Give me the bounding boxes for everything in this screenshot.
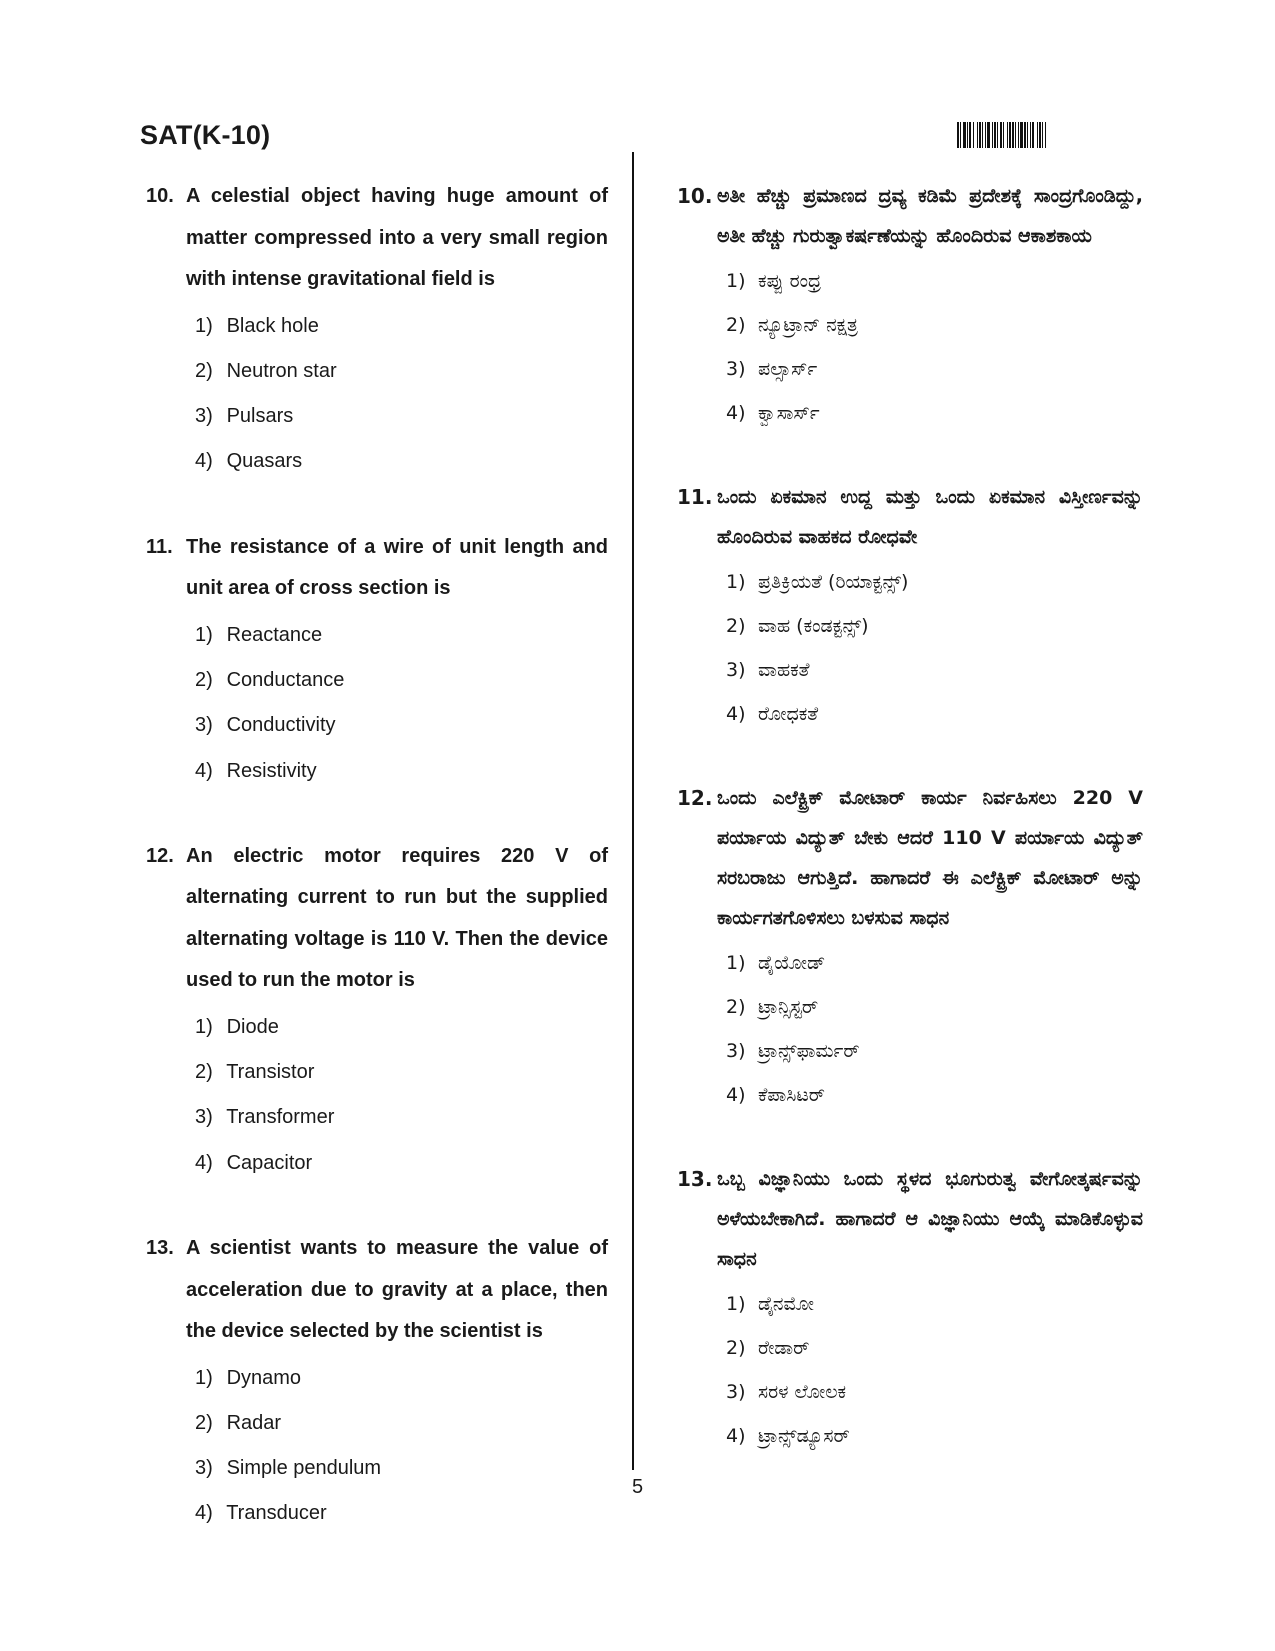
question-number: 11.	[146, 535, 173, 558]
question-text: The resistance of a wire of unit length and unit area of cross section is	[186, 535, 608, 600]
question-10-kn	[677, 176, 1143, 435]
option-4: 4) ಕೆಪಾಸಿಟರ್	[726, 1084, 825, 1106]
page-number: 5	[631, 1476, 644, 1498]
option-3: 3) ಪಲ್ಸಾರ್ಸ್	[726, 358, 818, 380]
question-text: A scientist wants to measure the value of acceleration due to gravity at a place, then the device selected by the scientist is	[186, 1237, 608, 1343]
paper-code: SAT(K-10)	[140, 120, 271, 150]
question-text: ಅತೀ ಹೆಚ್ಚು ಪ್ರಮಾಣದ ದ್ರವ್ಯ ಕಡಿಮೆ ಪ್ರದೇಶಕ್ಕೆ ಸಾಂದ್ರಗೊಂಡಿದ್ದು, ಅತೀ ಹೆಚ್ಚು ಗುರುತ್ವಾಕರ್ಷಣೆಯನ್ನು ಹೊಂದಿರುವ ಆಕಾಶಕಾಯ	[717, 185, 1143, 247]
option-3: 3) Conductivity	[195, 714, 336, 737]
barcode-icon	[957, 122, 1128, 148]
english-column	[146, 176, 608, 1537]
option-3: 3) Pulsars	[195, 405, 294, 428]
question-12-kn	[677, 778, 1143, 1117]
options-list	[677, 1282, 1143, 1458]
question-number: 10.	[677, 184, 713, 208]
option-4: 4) ರೋಧಕತೆ	[726, 703, 819, 725]
option-3: 3) ಸರಳ ಲೋಲಕ	[726, 1381, 847, 1403]
option-2: 2) Neutron star	[195, 359, 337, 382]
option-4: 4) Transducer	[195, 1502, 327, 1525]
question-text: ಒಂದು ಏಕಮಾನ ಉದ್ದ ಮತ್ತು ಒಂದು ಏಕಮಾನ ವಿಸ್ತೀರ್ಣವನ್ನು ಹೊಂದಿರುವ ವಾಹಕದ ರೋಧವೇ	[717, 486, 1143, 548]
option-3: 3) Simple pendulum	[195, 1457, 382, 1480]
option-3: 3) ಟ್ರಾನ್ಸ್‌ಫಾರ್ಮರ್	[726, 1040, 860, 1062]
option-1: 1) ಡೈಯೋಡ್	[726, 952, 826, 974]
option-1: 1) Dynamo	[195, 1366, 302, 1389]
option-2: 2) ರೇಡಾರ್	[726, 1337, 810, 1359]
option-2: 2) Transistor	[195, 1061, 315, 1084]
question-number: 12.	[146, 844, 174, 867]
question-11-en	[146, 527, 608, 794]
options-list	[146, 1005, 608, 1186]
option-4: 4) Resistivity	[195, 759, 317, 782]
option-2: 2) ಟ್ರಾನ್ಸಿಸ್ಟರ್	[726, 996, 819, 1018]
option-3: 3) Transformer	[195, 1106, 335, 1129]
option-2: 2) Conductance	[195, 668, 345, 691]
question-text: ಒಂದು ಎಲೆಕ್ಟ್ರಿಕ್ ಮೋಟಾರ್ ಕಾರ್ಯ ನಿರ್ವಹಿಸಲು 220 V ಪರ್ಯಾಯ ವಿದ್ಯುತ್ ಬೇಕು ಆದರೆ 110 V ಪರ್ಯಾಯ ವಿದ್ಯುತ್ ಸರಬರಾಜು ಆಗುತ್ತಿದೆ. ಹಾಗಾದರೆ ಈ ಎಲೆಕ್ಟ್ರಿಕ್ ಮೋಟಾರ್ ಅನ್ನು ಕಾರ್ಯಗತಗೊಳಿಸಲು ಬಳಸುವ ಸಾಧನ	[717, 787, 1143, 929]
question-number: 13.	[146, 1237, 174, 1260]
option-4: 4) Capacitor	[195, 1151, 313, 1174]
option-1: 1) Reactance	[195, 623, 323, 646]
option-1: 1) Black hole	[195, 314, 319, 337]
options-list	[146, 304, 608, 485]
option-3: 3) ವಾಹಕತೆ	[726, 659, 810, 681]
question-number: 12.	[677, 786, 713, 810]
question-text: ಒಬ್ಬ ವಿಜ್ಞಾನಿಯು ಒಂದು ಸ್ಥಳದ ಭೂಗುರುತ್ವ ವೇಗೋತ್ಕರ್ಷವನ್ನು ಅಳೆಯಬೇಕಾಗಿದೆ. ಹಾಗಾದರೆ ಆ ವಿಜ್ಞಾನಿಯು ಆಯ್ಕೆ ಮಾಡಿಕೊಳ್ಳುವ ಸಾಧನ	[717, 1168, 1143, 1270]
options-list	[146, 1356, 608, 1537]
question-text: An electric motor requires 220 V of alternating current to run but the supplied alternating voltage is 110 V. Then the device used to run the motor is	[186, 844, 608, 992]
option-1: 1) Diode	[195, 1015, 279, 1038]
options-list	[146, 613, 608, 794]
option-2: 2) ನ್ಯೂಟ್ರಾನ್ ನಕ್ಷತ್ರ	[726, 314, 858, 336]
options-list	[677, 259, 1143, 435]
options-list	[677, 560, 1143, 736]
kannada-column	[677, 176, 1143, 1458]
option-2: 2) Radar	[195, 1411, 282, 1434]
question-10-en	[146, 176, 608, 485]
question-number: 10.	[146, 185, 174, 207]
question-number: 11.	[677, 485, 713, 509]
option-1: 1) ಕಪ್ಪು ರಂಧ್ರ	[726, 270, 822, 292]
option-1: 1) ಪ್ರತಿಕ್ರಿಯತೆ (ರಿಯಾಕ್ಟನ್ಸ್)	[726, 571, 909, 593]
question-number: 13.	[677, 1167, 713, 1191]
column-divider	[632, 152, 634, 1470]
option-1: 1) ಡೈನಮೋ	[726, 1293, 815, 1315]
question-11-kn	[677, 477, 1143, 736]
option-2: 2) ವಾಹ (ಕಂಡಕ್ಟನ್ಸ್)	[726, 615, 869, 637]
option-4: 4) ಟ್ರಾನ್ಸ್‌ಡ್ಯೂಸರ್	[726, 1425, 850, 1447]
options-list	[677, 941, 1143, 1117]
question-12-en	[146, 836, 608, 1186]
question-13-kn	[677, 1159, 1143, 1458]
option-4: 4) ಕ್ವಾಸಾರ್ಸ್	[726, 402, 820, 424]
question-text: A celestial object having huge amount of matter compressed into a very small region with intense gravitational field is	[186, 185, 608, 290]
option-4: 4) Quasars	[195, 450, 303, 473]
